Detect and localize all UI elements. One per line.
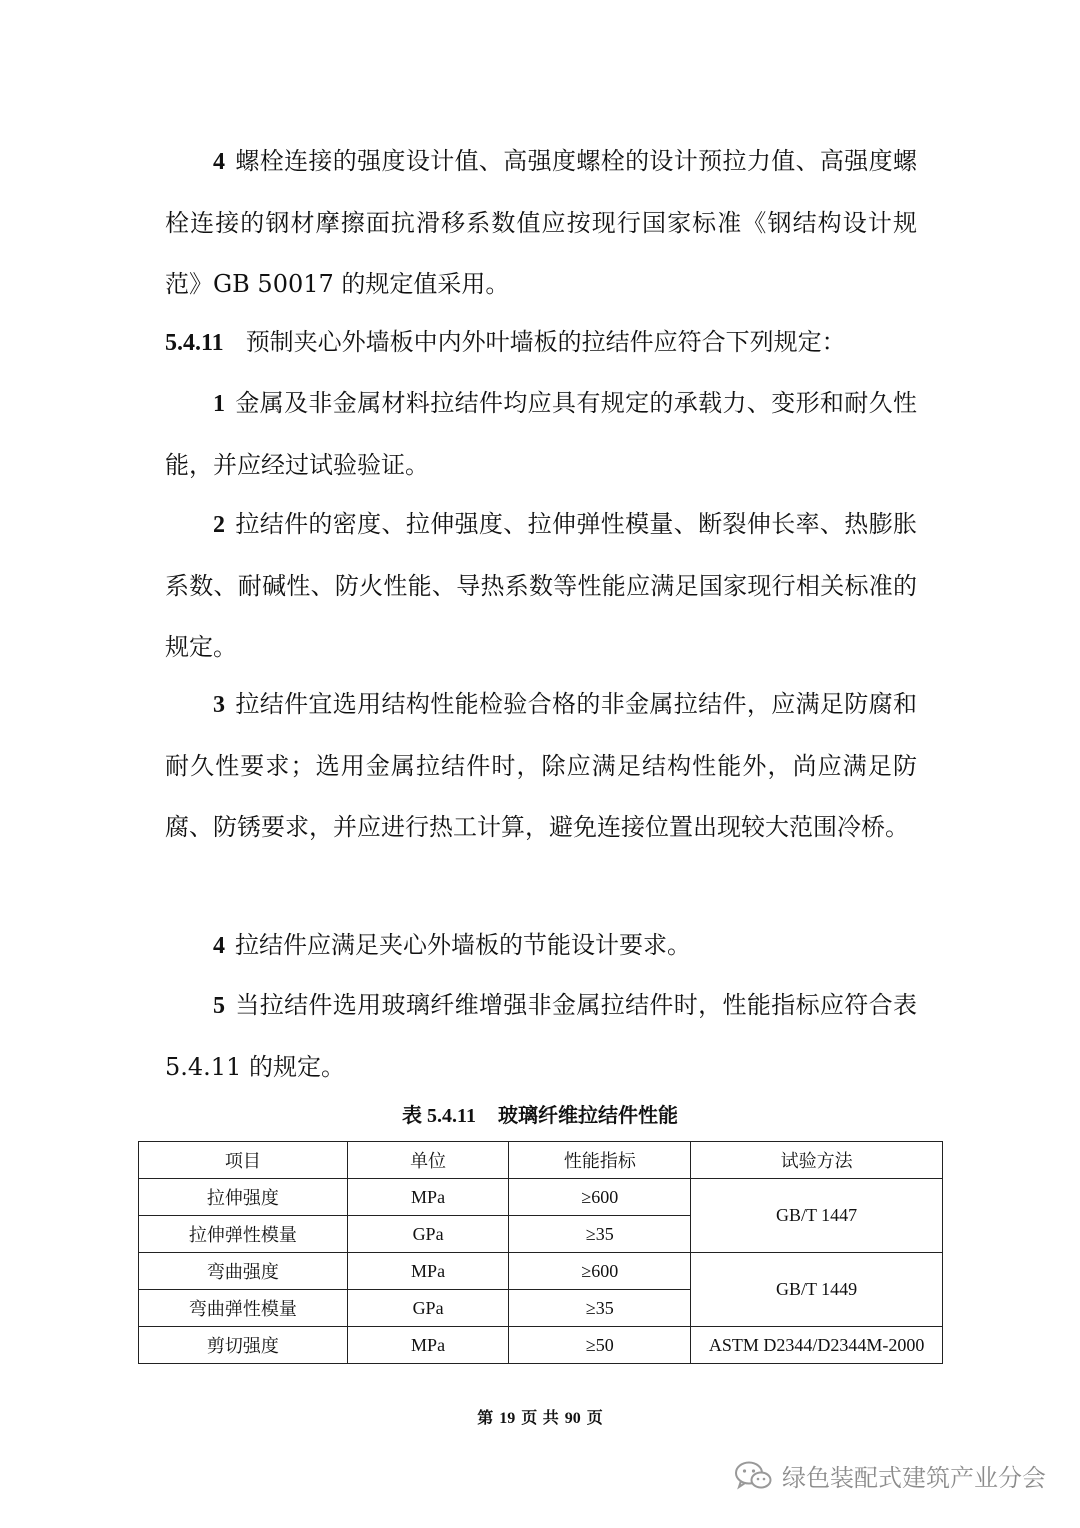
cell-item: 拉伸弹性模量: [139, 1216, 348, 1253]
paragraph-item-4: [165, 131, 917, 315]
paragraph-text: 拉结件的密度、拉伸强度、拉伸弹性模量、断裂伸长率、热膨胀系数、耐碱性、防火性能、导热系数等性能应满足国家现行相关标准的规定。: [165, 510, 917, 661]
clause-text: 预制夹心外墙板中内外叶墙板的拉结件应符合下列规定：: [245, 328, 846, 356]
paragraph-text: 金属及非金属材料拉结件均应具有规定的承载力、变形和耐久性能，并应经过试验验证。: [165, 389, 917, 479]
cell-item: 弯曲弹性模量: [139, 1290, 348, 1327]
item-number: 1: [213, 391, 225, 417]
table-number: 表 5.4.11: [402, 1105, 476, 1127]
cell-unit: GPa: [347, 1290, 509, 1327]
cell-method: GB/T 1447: [691, 1179, 943, 1253]
item-number: 4: [213, 149, 225, 175]
cell-value: ≥600: [509, 1253, 691, 1290]
cell-method: ASTM D2344/D2344M-2000: [691, 1327, 943, 1364]
paragraph-text: 当拉结件选用玻璃纤维增强非金属拉结件时，性能指标应符合表 5.4.11 的规定。: [165, 991, 917, 1081]
paragraph-text: 螺栓连接的强度设计值、高强度螺栓的设计预拉力值、高强度螺栓连接的钢材摩擦面抗滑移系数值应按现行国家标准《钢结构设计规范》GB 50017 的规定值采用。: [165, 147, 917, 298]
paragraph-item-2: [165, 494, 917, 678]
item-number: 4: [213, 933, 225, 959]
cell-item: 弯曲强度: [139, 1253, 348, 1290]
cell-unit: MPa: [347, 1253, 509, 1290]
header-method: 试验方法: [691, 1142, 943, 1179]
paragraph-text: 拉结件宜选用结构性能检验合格的非金属拉结件，应满足防腐和耐久性要求；选用金属拉结件时，除应满足结构性能外，尚应满足防腐、防锈要求，并应进行热工计算，避免连接位置出现较大范围冷桥。: [165, 690, 917, 841]
cell-method: GB/T 1449: [691, 1253, 943, 1327]
header-unit: 单位: [347, 1142, 509, 1179]
clause-heading: [165, 312, 917, 374]
cell-unit: MPa: [347, 1327, 509, 1364]
cell-unit: MPa: [347, 1179, 509, 1216]
total-pages: 90: [564, 1410, 581, 1427]
table-row: [139, 1253, 943, 1290]
paragraph-text: 拉结件应满足夹心外墙板的节能设计要求。: [235, 931, 691, 959]
paragraph-item-1: [165, 373, 917, 496]
item-number: 2: [213, 512, 225, 538]
table-row: [139, 1179, 943, 1216]
cell-item: 拉伸强度: [139, 1179, 348, 1216]
page-footer: [0, 1404, 1080, 1433]
cell-value: ≥35: [509, 1216, 691, 1253]
paragraph-item-3: [165, 674, 917, 858]
footer-suffix: 页: [586, 1408, 603, 1427]
table-row: [139, 1327, 943, 1364]
clause-number: 5.4.11: [165, 330, 224, 356]
table-header-row: [139, 1142, 943, 1179]
cell-item: 剪切强度: [139, 1327, 348, 1364]
watermark-text: 绿色装配式建筑产业分会: [782, 1464, 1046, 1492]
footer-prefix: 第: [477, 1408, 494, 1427]
cell-value: ≥600: [509, 1179, 691, 1216]
header-value: 性能指标: [509, 1142, 691, 1179]
header-item: 项目: [139, 1142, 348, 1179]
cell-value: ≥35: [509, 1290, 691, 1327]
table-title: 玻璃纤维拉结件性能: [497, 1103, 678, 1127]
table-caption: [0, 1100, 1080, 1131]
properties-table: [138, 1141, 943, 1364]
wechat-icon: [734, 1460, 772, 1492]
cell-value: ≥50: [509, 1327, 691, 1364]
footer-mid: 页 共: [521, 1408, 559, 1427]
item-number: 5: [213, 993, 225, 1019]
paragraph-item-4b: [165, 915, 917, 977]
paragraph-item-5: [165, 975, 917, 1098]
cell-unit: GPa: [347, 1216, 509, 1253]
item-number: 3: [213, 692, 225, 718]
page-number: 19: [499, 1410, 516, 1427]
watermark: [734, 1458, 1046, 1493]
